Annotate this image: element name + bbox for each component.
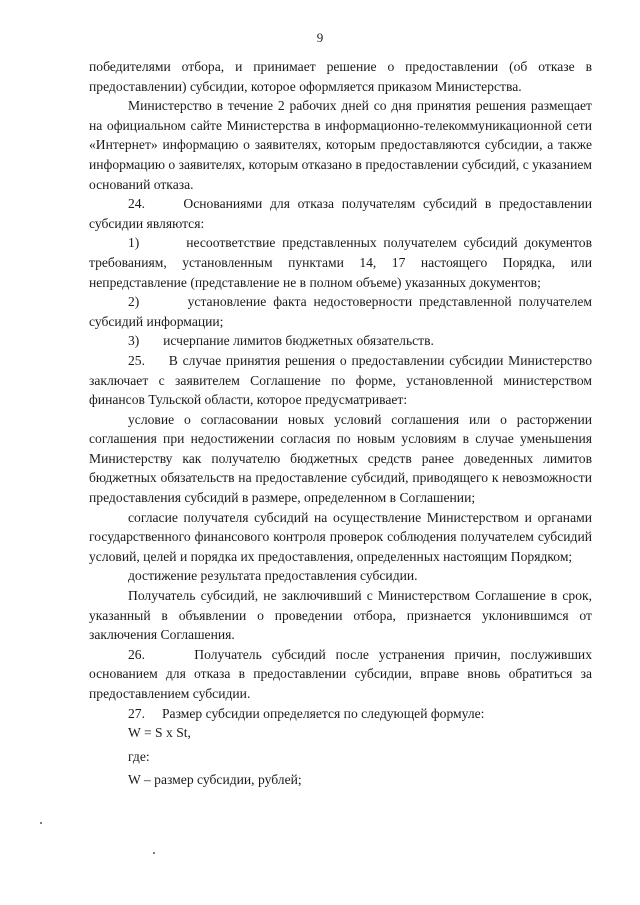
list-item-2-unreliable-info: 2) установление факта недостоверности представленной получателем субсидий информации; xyxy=(89,294,592,329)
formula-expression: W = S x St, xyxy=(128,725,191,741)
list-item-3-limits-exhausted: 3) исчерпание лимитов бюджетных обязательств. xyxy=(128,333,434,349)
scan-speck xyxy=(40,822,42,824)
formula-where-label: где: xyxy=(128,748,150,764)
list-item-1-noncompliance: 1) несоответствие представленных получателем субсидий документов требованиям, установленным пунктами 14, 17 настоящего Порядка, или непредставление (представление не в полном объеме) указанных документов; xyxy=(89,235,592,290)
paragraph-24-refusal-grounds: 24. Основаниями для отказа получателям субсидий в предоставлении субсидии являются: xyxy=(89,196,592,231)
document-body xyxy=(89,57,592,790)
paragraph-evasion: Получатель субсидий, не заключивший с Министерством Соглашение в срок, указанный в объявлении о проведении отбора, признается уклонившимся от заключения Соглашения. xyxy=(89,588,592,643)
agreement-condition-renegotiation: условие о согласовании новых условий соглашения или о расторжении соглашения при недостижении согласия по новым условиям в случае уменьшения Министерству как получателю бюджетных средств ранее доведенных лимитов бюджетных обязательств на предоставление субсидий, приводящего к невозможности предоставления субсидий в размере, определенном в Соглашении; xyxy=(89,411,592,506)
formula-definition-w: W – размер субсидии, рублей; xyxy=(128,772,302,788)
paragraph-25-agreement: 25. В случае принятия решения о предоставлении субсидии Министерство заключает с заявителем Соглашение по форме, установленной министерством финансов Тульской области, которое предусматривает: xyxy=(89,352,592,408)
paragraph-27-formula-intro: 27. Размер субсидии определяется по следующей формуле: xyxy=(128,705,485,721)
agreement-condition-consent: согласие получателя субсидий на осуществление Министерством и органами государственного финансового контроля проверок соблюдения получателем субсидий условий, целей и порядка их предоставления, определенных настоящим Порядком; xyxy=(89,509,592,564)
scan-speck xyxy=(153,852,155,854)
paragraph-decision-continuation: победителями отбора, и принимает решение о предоставлении (об отказе в предоставлении) субсидии, которое оформляется приказом Министерства. xyxy=(89,59,592,94)
paragraph-publication: Министерство в течение 2 рабочих дней со дня принятия решения размещает на официальном сайте Министерства в информационно-телекоммуникационной сети «Интернет» информацию о заявителях, которым предоставляются субсидии, а также информацию о заявителях, которым отказано в предоставлении субсидий, с указанием оснований отказа. xyxy=(89,98,592,192)
agreement-condition-result: достижение результата предоставления субсидии. xyxy=(128,568,418,584)
paragraph-26-reapply: 26. Получатель субсидий после устранения причин, послуживших основанием для отказа в предоставлении субсидии, вправе вновь обратиться за предоставлением субсидии. xyxy=(89,646,592,701)
page-number: 9 xyxy=(316,30,324,45)
